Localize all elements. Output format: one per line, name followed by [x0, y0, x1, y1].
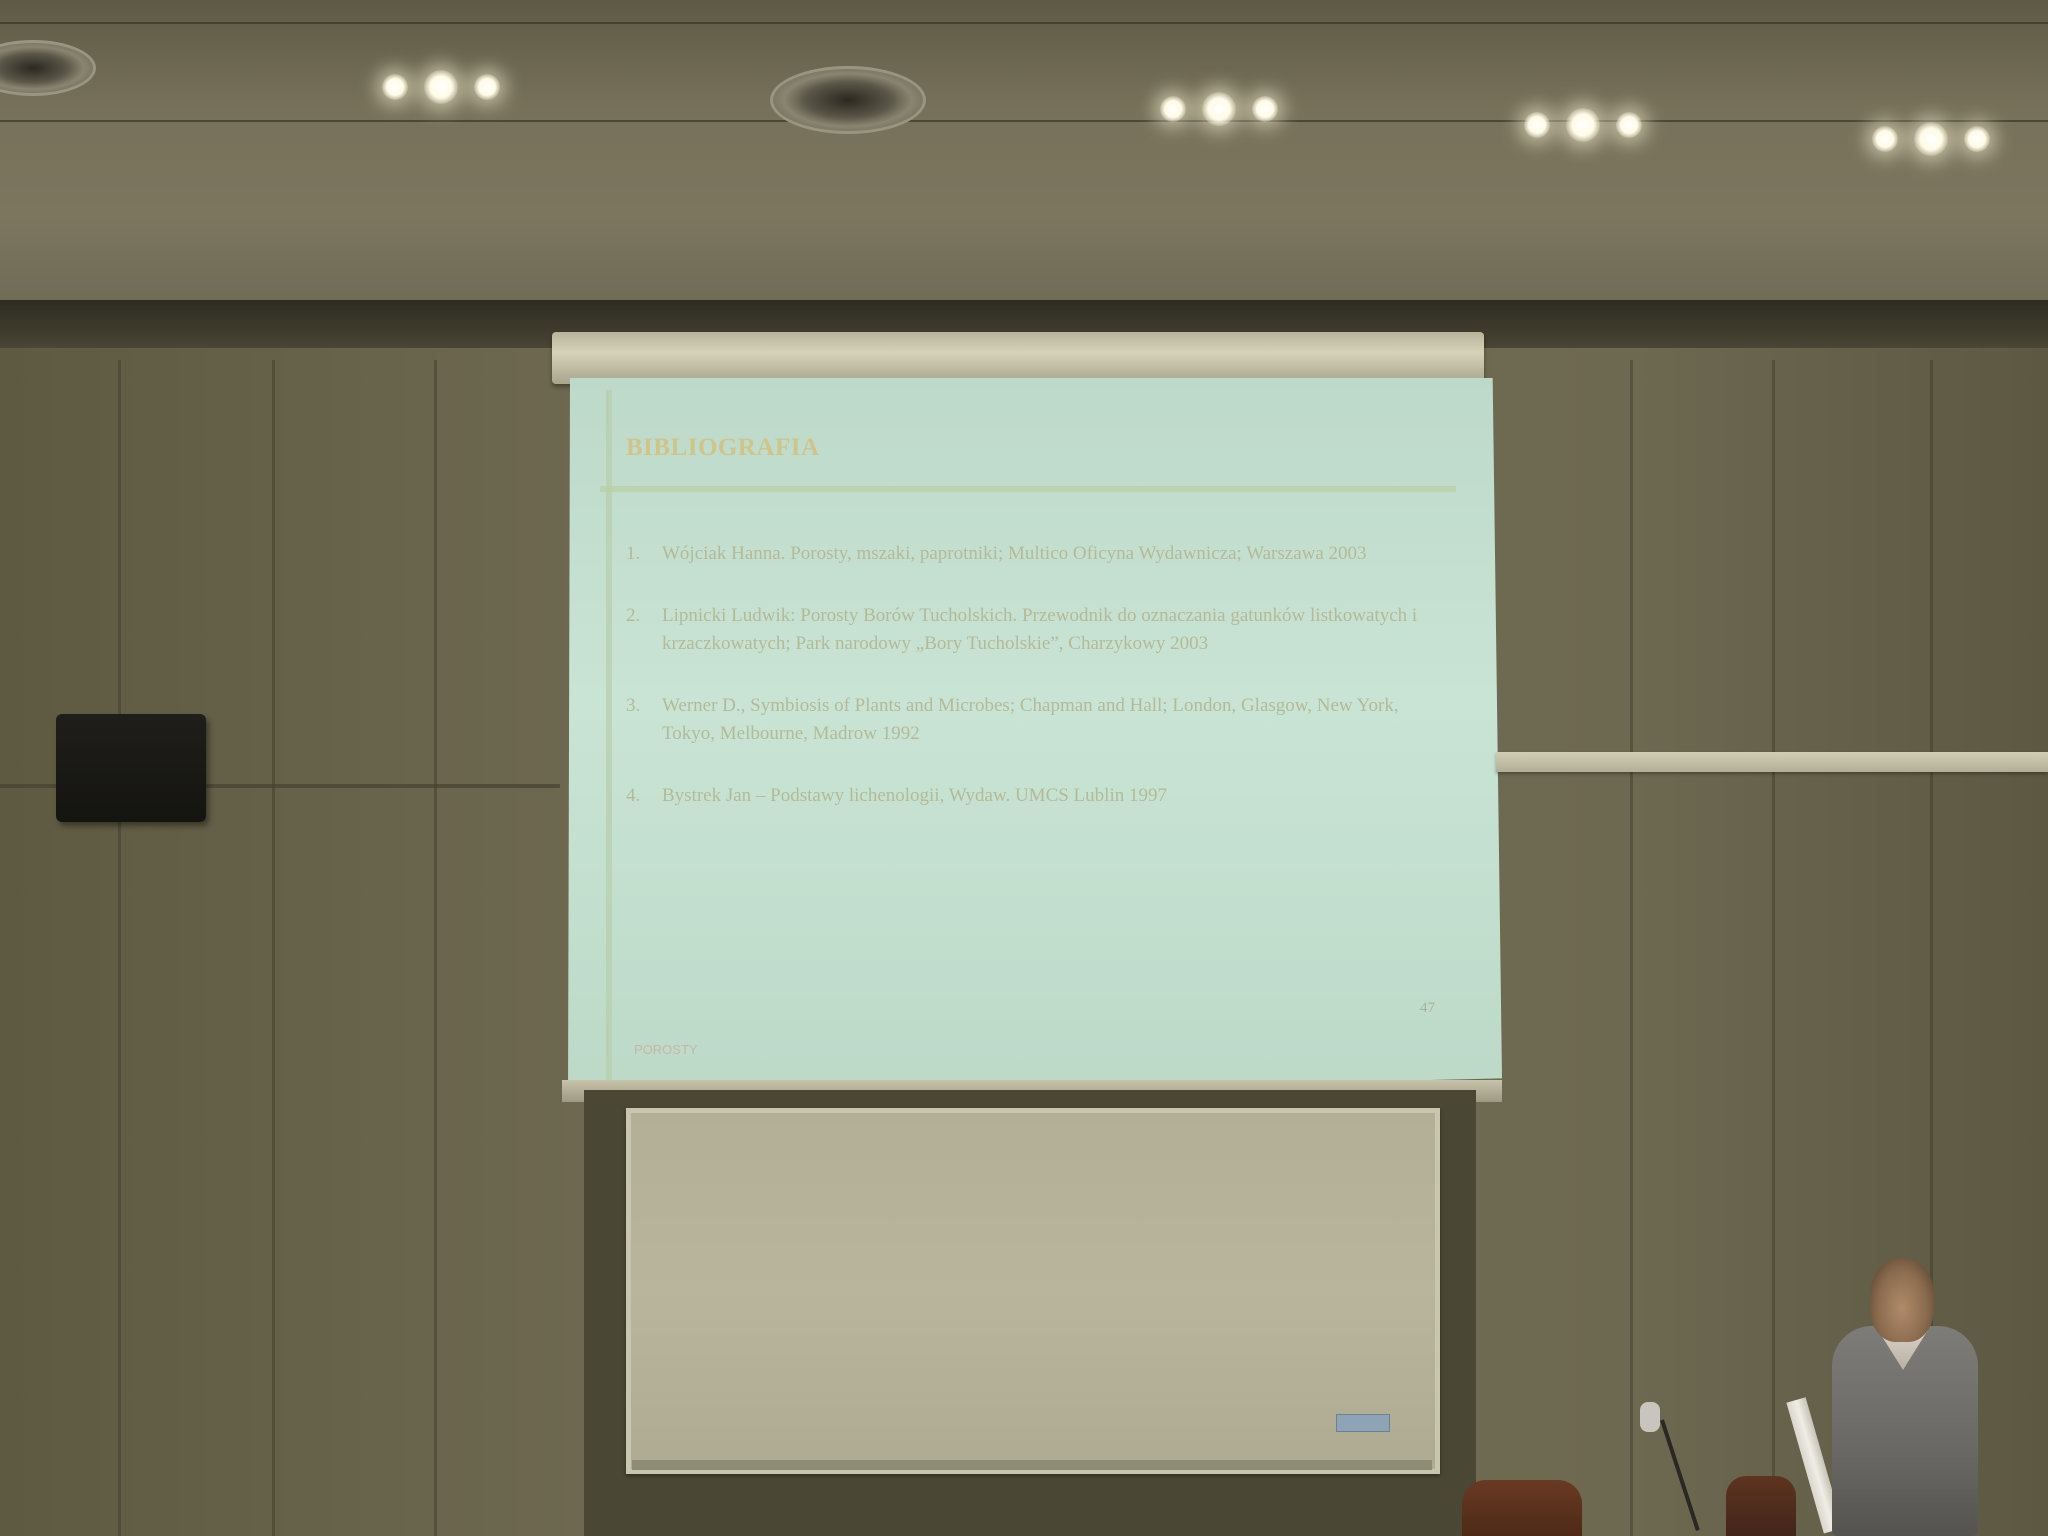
chair [1726, 1476, 1796, 1536]
bibliography-item [626, 602, 1446, 658]
wall-panel-line [272, 360, 275, 1536]
bibliography-item-text: Wójciak Hanna. Porosty, mszaki, paprotniki; Multico Oficyna Wydawnicza; Warszawa 2003 [662, 543, 1367, 564]
ceiling [0, 0, 2048, 310]
ceiling-lamp [1872, 126, 1898, 152]
chair [1462, 1480, 1582, 1536]
ceiling-lamp [1160, 96, 1186, 122]
whiteboard [626, 1108, 1440, 1474]
microphone [1640, 1402, 1660, 1432]
bibliography-list [626, 540, 1446, 844]
ceiling-seam [0, 120, 2048, 122]
wall-board-rail [1496, 752, 2048, 772]
ceiling-lamp [1616, 112, 1642, 138]
slide-vertical-rule [606, 390, 612, 1080]
wall-panel-line [434, 360, 437, 1536]
ceiling-lamp [382, 74, 408, 100]
ceiling-lamp [1202, 92, 1236, 126]
whiteboard-label [1336, 1414, 1390, 1432]
bibliography-item-text: Bystrek Jan – Podstawy lichenologii, Wydaw. UMCS Lublin 1997 [662, 785, 1167, 806]
slide-page-number: 47 [1420, 1000, 1435, 1016]
presenter-head [1870, 1258, 1934, 1342]
bibliography-item-number: 4. [626, 785, 641, 806]
slide-footer: POROSTY [634, 1042, 698, 1057]
ceiling-lamp [1252, 96, 1278, 122]
wall-panel-line [1772, 360, 1775, 1536]
ceiling-lamp [1524, 112, 1550, 138]
ceiling-seam [0, 22, 2048, 24]
bibliography-item-text: Lipnicki Ludwik: Porosty Borów Tucholskich. Przewodnik do oznaczania gatunków listkowatych i krzaczkowatych; Park narodowy „Bory Tucholskie”, Charzykowy 2003 [662, 605, 1418, 654]
ceiling-light-group [1524, 108, 1642, 142]
bibliography-item [626, 782, 1446, 810]
wall-panel-line [118, 360, 121, 1536]
whiteboard-tray [632, 1460, 1432, 1470]
slide-title: BIBLIOGRAFIA [626, 434, 820, 461]
ceiling-light-group [382, 70, 500, 104]
bibliography-item-number: 3. [626, 695, 641, 716]
bibliography-item [626, 540, 1446, 568]
ceiling-vent [770, 66, 926, 134]
bibliography-item [626, 692, 1446, 748]
ceiling-lamp [474, 74, 500, 100]
ceiling-lamp [424, 70, 458, 104]
ceiling-light-group [1872, 122, 1990, 156]
ceiling-light-group [1160, 92, 1278, 126]
bibliography-item-number: 2. [626, 605, 641, 626]
wall-speaker [56, 714, 206, 822]
slide-horizontal-rule [600, 486, 1456, 492]
wall-panel-line [1630, 360, 1633, 1536]
bibliography-item-text: Werner D., Symbiosis of Plants and Microbes; Chapman and Hall; London, Glasgow, New York, Tokyo, Melbourne, Madrow 1992 [662, 695, 1399, 744]
ceiling-lamp [1566, 108, 1600, 142]
screen-housing [552, 332, 1484, 384]
ceiling-lamp [1914, 122, 1948, 156]
ceiling-lamp [1964, 126, 1990, 152]
bibliography-item-number: 1. [626, 543, 641, 564]
